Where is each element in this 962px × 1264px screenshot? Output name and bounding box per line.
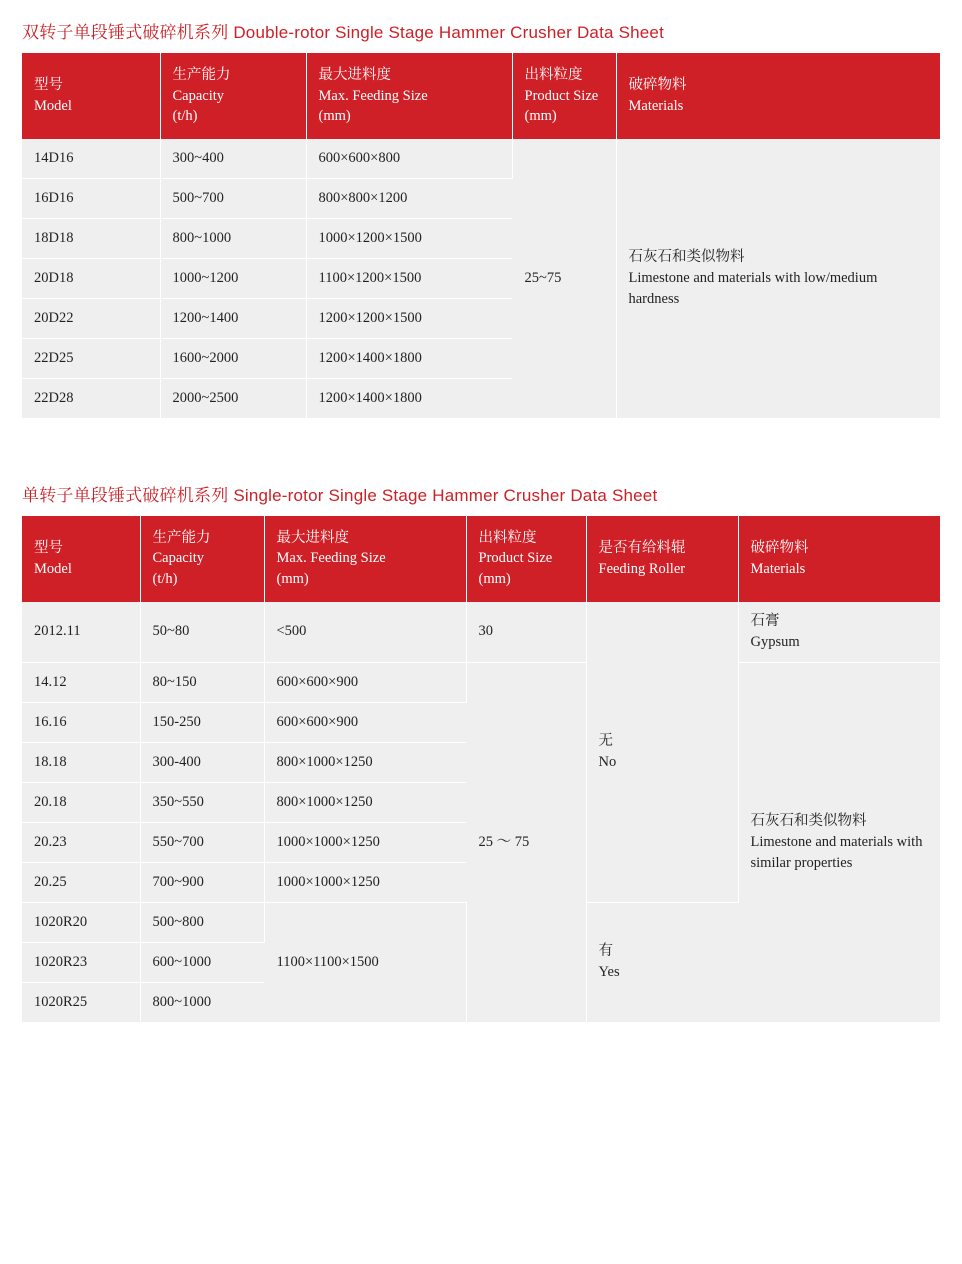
cell-capacity: 500~800 (140, 902, 264, 942)
header-cn: 出料粒度 (524, 67, 583, 83)
header-cn: 出料粒度 (478, 529, 537, 546)
header-cn: 生产能力 (152, 529, 211, 546)
cell-model: 20.18 (22, 782, 140, 822)
cell-materials-gypsum (738, 602, 940, 663)
cell-capacity: 550~700 (140, 822, 264, 862)
cell-capacity: 1000~1200 (160, 258, 306, 298)
header-en: Capacity (152, 550, 205, 567)
column-header-model (22, 516, 140, 602)
roller-cn: 有 (598, 943, 613, 960)
cell-capacity: 50~80 (140, 602, 264, 663)
cell-model: 20.25 (22, 862, 140, 902)
cell-capacity: 80~150 (140, 662, 264, 702)
column-header-model (22, 53, 160, 139)
table-header-row (22, 53, 940, 139)
header-en: Product Size (524, 87, 599, 104)
cell-feeding-size: 1200×1200×1500 (306, 298, 512, 338)
section-double-rotor (0, 0, 962, 419)
cell-feeding-size-group: 1100×1100×1500 (264, 902, 466, 1022)
cell-capacity: 700~900 (140, 862, 264, 902)
cell-feeding-size: 800×1000×1250 (264, 742, 466, 782)
table-double-rotor (22, 53, 940, 419)
cell-model: 22D28 (22, 378, 160, 418)
cell-capacity: 2000~2500 (160, 378, 306, 418)
cell-capacity: 500~700 (160, 178, 306, 218)
cell-feeding-roller-no (586, 602, 738, 903)
cell-feeding-size: 600×600×900 (264, 662, 466, 702)
section-single-rotor (0, 463, 962, 1023)
table-row (22, 662, 940, 702)
materials-cn: 石灰石和类似物料 (628, 248, 745, 265)
cell-product-size: 30 (466, 602, 586, 663)
cell-model: 1020R25 (22, 982, 140, 1022)
cell-feeding-size: 1200×1400×1800 (306, 378, 512, 418)
materials-cn: 石灰石和类似物料 (750, 812, 867, 829)
column-header-product-size (512, 53, 616, 139)
table-header-row (22, 516, 940, 602)
table-single-rotor (22, 516, 940, 1023)
cell-capacity: 300~400 (160, 139, 306, 179)
cell-model: 2012.11 (22, 602, 140, 663)
materials-cn: 石膏 (750, 612, 780, 629)
header-cn: 最大进料度 (276, 529, 349, 546)
table-row (22, 139, 940, 179)
header-unit: (t/h) (152, 571, 178, 587)
header-en: Feeding Roller (598, 560, 686, 577)
cell-model: 20.23 (22, 822, 140, 862)
section-title-double-rotor: 双转子单段锤式破碎机系列 Double-rotor Single Stage Hammer Crusher Data Sheet (22, 23, 664, 42)
cell-feeding-size: 1100×1200×1500 (306, 258, 512, 298)
cell-model: 1020R23 (22, 942, 140, 982)
header-unit: (mm) (524, 108, 557, 125)
cell-feeding-size: 1000×1000×1250 (264, 822, 466, 862)
header-en: Capacity (172, 87, 225, 104)
roller-en: Yes (598, 964, 620, 981)
header-cn: 最大进料度 (318, 67, 391, 83)
column-header-product-size (466, 516, 586, 602)
cell-model: 20D22 (22, 298, 160, 338)
cell-model: 14D16 (22, 139, 160, 179)
cell-feeding-size: 1000×1000×1250 (264, 862, 466, 902)
header-cn: 型号 (34, 77, 63, 94)
cell-feeding-roller-yes (586, 902, 738, 1022)
section-title-single-rotor: 单转子单段锤式破碎机系列 Single-rotor Single Stage Hammer Crusher Data Sheet (22, 485, 658, 505)
header-cn: 生产能力 (172, 67, 231, 83)
section-divider (0, 419, 962, 463)
cell-feeding-size: 600×600×800 (306, 139, 512, 179)
cell-feeding-size: 600×600×900 (264, 702, 466, 742)
header-cn: 破碎物料 (750, 540, 809, 557)
column-header-capacity (160, 53, 306, 139)
cell-capacity: 350~550 (140, 782, 264, 822)
cell-capacity: 300-400 (140, 742, 264, 782)
materials-en: Limestone and materials with low/medium hardness (628, 269, 878, 307)
roller-cn: 无 (598, 732, 613, 749)
header-unit: (mm) (276, 571, 309, 587)
cell-capacity: 800~1000 (140, 982, 264, 1022)
cell-model: 22D25 (22, 338, 160, 378)
cell-model: 1020R20 (22, 902, 140, 942)
cell-capacity: 1600~2000 (160, 338, 306, 378)
column-header-feeding-size (306, 53, 512, 139)
cell-model: 14.12 (22, 662, 140, 702)
header-en: Max. Feeding Size (318, 87, 428, 104)
cell-model: 18D18 (22, 218, 160, 258)
roller-en: No (598, 753, 617, 770)
header-en: Product Size (478, 550, 553, 567)
header-en: Model (34, 97, 72, 114)
cell-materials-limestone (738, 662, 940, 1022)
cell-materials (616, 139, 940, 419)
column-header-materials (738, 516, 940, 602)
table-row (22, 602, 940, 663)
cell-model: 16D16 (22, 178, 160, 218)
header-unit: (t/h) (172, 108, 198, 125)
cell-product-size-group: 25 〜 75 (466, 662, 586, 1022)
cell-model: 16.16 (22, 702, 140, 742)
header-unit: (mm) (478, 571, 511, 587)
cell-feeding-size: <500 (264, 602, 466, 663)
header-en: Materials (750, 560, 806, 577)
cell-capacity: 800~1000 (160, 218, 306, 258)
column-header-feeding-size (264, 516, 466, 602)
cell-capacity: 600~1000 (140, 942, 264, 982)
cell-feeding-size: 800×1000×1250 (264, 782, 466, 822)
column-header-materials (616, 53, 940, 139)
materials-en: Gypsum (750, 633, 800, 650)
header-cn: 破碎物料 (628, 77, 687, 94)
header-cn: 型号 (34, 540, 63, 557)
cell-feeding-size: 800×800×1200 (306, 178, 512, 218)
column-header-feeding-roller (586, 516, 738, 602)
cell-capacity: 150-250 (140, 702, 264, 742)
materials-en: Limestone and materials with similar properties (750, 833, 923, 871)
header-en: Model (34, 560, 72, 577)
cell-feeding-size: 1200×1400×1800 (306, 338, 512, 378)
column-header-capacity (140, 516, 264, 602)
cell-feeding-size: 1000×1200×1500 (306, 218, 512, 258)
cell-model: 20D18 (22, 258, 160, 298)
header-unit: (mm) (318, 108, 351, 125)
header-en: Max. Feeding Size (276, 550, 386, 567)
cell-model: 18.18 (22, 742, 140, 782)
cell-product-size: 25~75 (512, 139, 616, 419)
header-en: Materials (628, 97, 684, 114)
cell-capacity: 1200~1400 (160, 298, 306, 338)
header-cn: 是否有给料辊 (598, 540, 686, 557)
